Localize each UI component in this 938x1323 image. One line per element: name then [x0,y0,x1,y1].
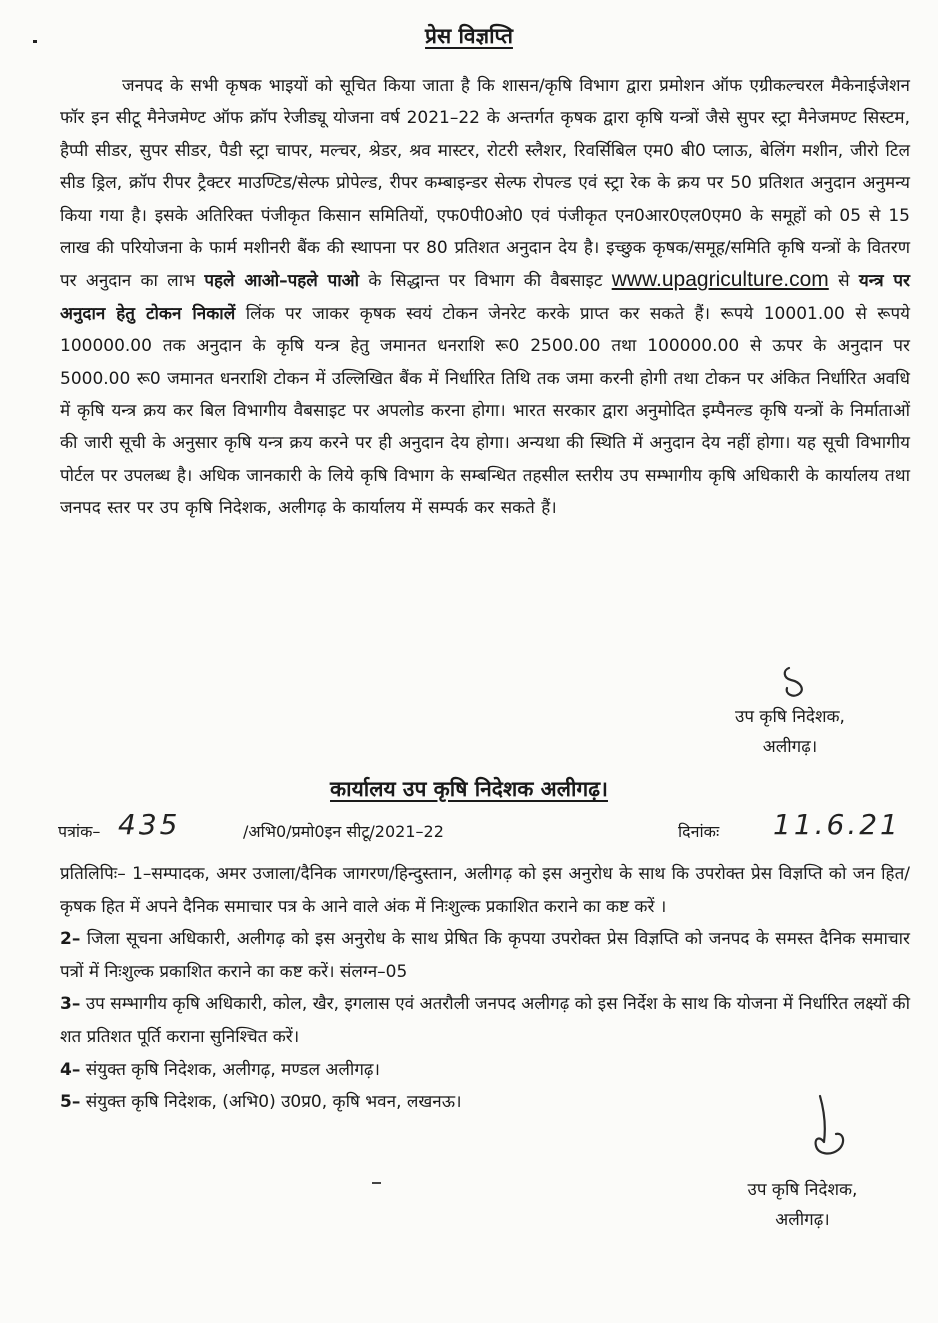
website-link[interactable]: www.upagriculture.com [611,268,829,292]
initials-signature-1 [775,660,825,700]
signature-place: अलीगढ़। [775,1210,830,1230]
signature-designation: उप कृषि निदेशक, [747,1180,858,1200]
list-item: प्रतिलिपिः– 1–सम्पादक, अमर उजाला/दैनिक जागरण/हिन्दुस्तान, अलीगढ़ को इस अनुरोध के साथ कि उपरोक्त प्रेस विज्ञप्ति को जन हित/कृषक हित में अपने दैनिक समाचार पत्र के आने वाले अंक में निःशुल्क प्रकाशित कराने का कष्ट करें । [60,864,910,917]
list-item: 2– जिला सूचना अधिकारी, अलीगढ़ को इस अनुरोध के साथ प्रेषित कि कृपया उपरोक्त प्रेस विज्ञप्ति को जनपद के समस्त दैनिक समाचार पत्रों में निःशुल्क प्रकाशित कराने का कष्ट करें। संलग्न–05 [60,929,911,982]
copy-label: प्रतिलिपिः– [60,864,126,884]
signature-block-2 [705,1175,900,1235]
signature-block-1 [690,702,890,762]
signature-place: अलीगढ़। [762,737,818,757]
office-heading: कार्यालय उप कृषि निदेशक अलीगढ़। [330,777,608,801]
document-title: प्रेस विज्ञप्ति [425,24,513,48]
copy-distribution-list [60,858,910,1119]
date-value: 11.6.21 [773,808,901,841]
letter-number-label: पत्रांक– [58,822,101,841]
list-item: 3– उप सम्भागीय कृषि अधिकारी, कोल, खैर, इगलास एवं अतरौली जनपद अलीगढ़ को इस निर्देश के साथ कि योजना में निर्धारित लक्ष्यों की शत प्रतिशत पूर्ति कराना सुनिश्चित करें। [60,994,910,1047]
initials-signature-2 [800,1090,860,1170]
list-item: 4– संयुक्त कृषि निदेशक, अलीगढ़, मण्डल अलीगढ़। [60,1059,380,1080]
letter-reference: /अभि0/प्रमो0इन सीटू/2021–22 [243,822,444,841]
ink-dash [372,1182,381,1184]
body-part-3: से [838,271,850,292]
letter-number: 435 [118,808,181,841]
press-release-body [60,70,910,525]
reference-row [58,808,918,852]
list-item: 5– संयुक्त कृषि निदेशक, (अभि0) उ0प्र0, कृषि भवन, लखनऊ। [60,1092,462,1113]
body-part-2: के सिद्धान्त पर विभाग की वैबसाइट [368,271,603,292]
body-part-4: लिंक पर जाकर कृषक स्वयं टोकन जेनरेट करके प्राप्त कर सकते हैं। रूपये 10001.00 से रूपये 100000.00 तक अनुदान के कृषि यन्त्र हेतु जमानत धनराशि रू0 2500.00 तथा 100000.00 से ऊपर के अनुदान पर 5000.00 रू0 जमानत धनराशि टोकन में उल्लिखित बैंक में निर्धारित तिथि तक जमा करनी होगी तथा टोकन पर अंकित निर्धारित अवधि में कृषि यन्त्र क्रय कर बिल विभागीय वैबसाइट पर अपलोड करना होगा। भारत सरकार द्वारा अनुमोदित इम्पैनल्ड कृषि यन्त्रों के निर्माताओं की जारी सूची के अनुसार कृषि यन्त्र क्रय करने पर ही अनुदान देय होगा। अन्यथा की स्थिति में अनुदान देय नहीं होगा। यह सूची विभागीय पोर्टल पर उपलब्ध है। अधिक जानकारी के लिये कृषि विभाग के सम्बन्धित तहसील स्तरीय उप सम्भागीय कृषि अधिकारी के कार्यालय तथा जनपद स्तर पर उप कृषि निदेशक, अलीगढ़ के कार्यालय में सम्पर्क कर सकते हैं। [60,303,911,519]
signature-designation: उप कृषि निदेशक, [735,707,845,727]
body-bold-first-come: पहले आओ–पहले पाओ [204,271,360,292]
body-part-1: जनपद के सभी कृषक भाइयों को सूचित किया जाता है कि शासन/कृषि विभाग द्वारा प्रमोशन ऑफ एग्रीकल्चरल मैकेनाईजेशन फॉर इन सीटू मैनेजमेण्ट ऑफ क्रॉप रेजीड्यू योजना वर्ष 2021–22 के अन्तर्गत कृषक द्वारा कृषि यन्त्रों जैसे सुपर स्ट्रा मैनेजमण्ट सिस्टम, हैप्पी सीडर, सुपर सीडर, पैडी स्ट्रा चापर, मल्चर, श्रेडर, श्रव मास्टर, रोटरी स्लैशर, रिवर्सिबिल एम0 बी0 प्लाऊ, बेलिंग मशीन, जीरो टिल सीड ड्रिल, क्रॉप रीपर ट्रैक्टर माउण्टिड/सेल्फ प्रोपेल्ड, रीपर कम्बाइन्डर सेल्फ रोपल्ड एवं स्ट्रा रेक के क्रय पर 50 प्रतिशत अनुदान अनुमन्य किया गया है। इसके अतिरिक्त पंजीकृत किसान समितियों, एफ0पी0ओ0 एवं पंजीकृत एन0आर0एल0एम0 के समूहों को 05 से 15 लाख की परियोजना के फार्म मशीनरी बैंक की स्थापना पर 80 प्रतिशत अनुदान देय है। इच्छुक कृषक/समूह/समिति कृषि यन्त्रों के वितरण पर अनुदान का लाभ [60,76,910,292]
body-bold-token-link: यन्त्र पर अनुदान हेतु टोकन निकालें [60,271,911,324]
date-label: दिनांकः [678,822,720,841]
